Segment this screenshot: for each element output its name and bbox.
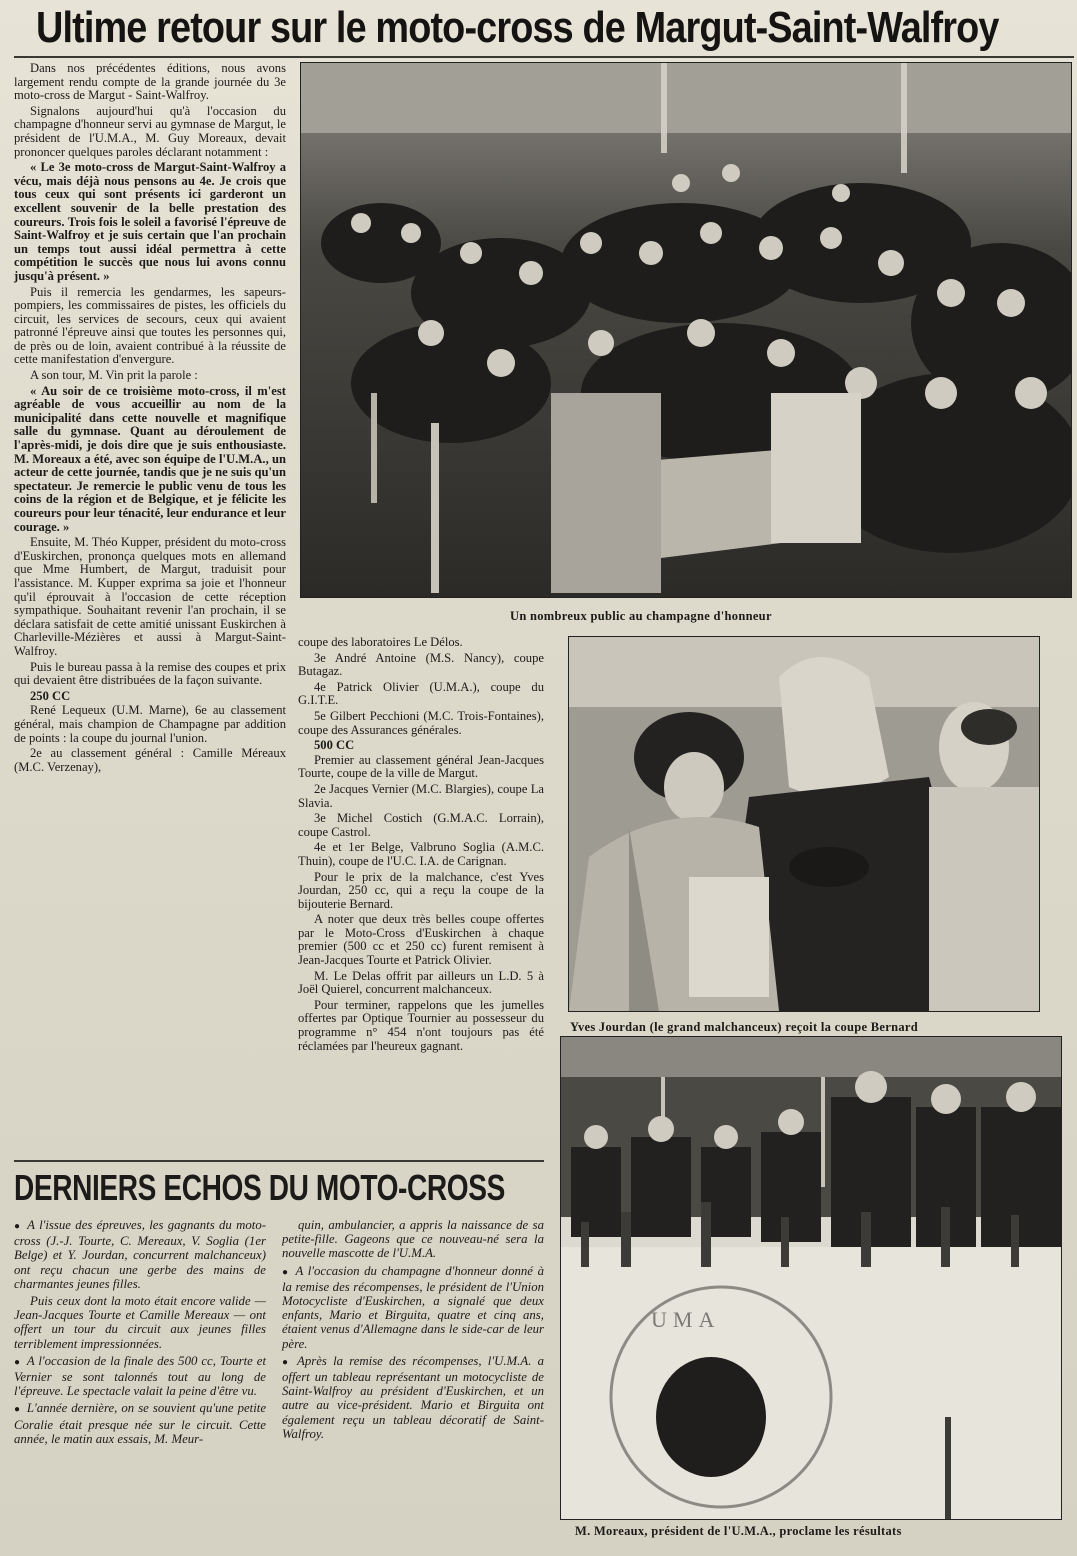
article-paragraph: Pour le prix de la malchance, c'est Yves Jourdan, 250 cc, qui a reçu la coupe de la bijouterie Bernard. (298, 869, 544, 911)
article-column-1 (14, 62, 286, 776)
echo-item: ● A l'occasion du champagne d'honneur donné à la remise des récompenses, le président de l'Union Motocycliste d'Euskirchen, a signalé que deux enfants, Mario et Birguita, quatre et cinq ans, étaient venus d'Allemagne dans le side-car de leur père. (282, 1263, 545, 1351)
article-paragraph: M. Le Delas offrit par ailleurs un L.D. 5 à Joël Quierel, concurrent malchanceux. (298, 968, 544, 997)
article-paragraph: 3e Michel Costich (G.M.A.C. Lorrain), coupe Castrol. (298, 811, 544, 839)
article-paragraph: coupe des laboratoires Le Délos. (298, 635, 463, 649)
echos-title: DERNIERS ECHOS DU MOTO-CROSS (14, 1167, 505, 1208)
article-quote: « Le 3e moto-cross de Margut-Saint-Walfroy a vécu, mais déjà nous pensons au 4e. Je crois que tous ceux qui sont présents ici garderont un excellent souvenir de la belle prestation des coureurs. Trois fois le soleil a favorisé l'épreuve de Saint-Walfroy et je suis certain que l'an prochain un temps tout aussi idéal permettra à cette compétition le succès que nous lui avons connu jusqu'à présent. » (14, 160, 286, 283)
article-paragraph: Pour terminer, rappelons que les jumelles offertes par Optique Tournier au possesseur du programme n° 454 n'ont toujours pas été réclamées par l'heureux gagnant. (298, 997, 544, 1053)
article-paragraph: 5e Gilbert Pecchioni (M.C. Trois-Fontaines), coupe des Assurances générales. (298, 708, 544, 737)
banner-uma-text: UMA (651, 1307, 721, 1332)
article-paragraph: 2e Jacques Vernier (M.C. Blargies), coupe La Slavia. (298, 781, 544, 810)
article-paragraph: 4e et 1er Belge, Valbruno Soglia (A.M.C. Thuin), coupe de l'U.C. I.A. de Carignan. (298, 840, 544, 868)
headline-rule (14, 56, 1074, 58)
echo-item: ● Après la remise des récompenses, l'U.M.A. a offert un tableau représentant un motocycliste de Saint-Walfroy au président d'Euskirchen, et un autre au vice-président. Mario et Birguita ont également reçu un tableau décoratif de Saint-Walfroy. (282, 1353, 544, 1441)
photo-crowd (300, 62, 1072, 598)
echo-item: ● A l'issue des épreuves, les gagnants du moto-cross (J.-J. Tourte, C. Mereaux, V. Soglia (1er Belge) et Y. Jourdan, concurrent malchanceux) ont reçu chacun une gerbe des mains de charmantes jeunes filles. (14, 1218, 266, 1291)
photo-crowd-caption: Un nombreux public au champagne d'honneur (510, 609, 772, 623)
article-paragraph: A son tour, M. Vin prit la parole : (30, 368, 198, 383)
photo-results-ceremony (560, 1036, 1062, 1520)
echos-column-1 (14, 1218, 266, 1449)
article-paragraph: Signalons aujourd'hui qu'à l'occasion du champagne d'honneur servi au gymnase de Margut, le président de l'U.M.A., M. Guy Moreaux, devait prononcer quelques paroles déclarant notamment : (14, 103, 286, 159)
bullet-icon: ● (282, 1266, 290, 1278)
echos-column-2 (282, 1218, 544, 1444)
photo-trophy-award (568, 636, 1040, 1012)
article-paragraph: 4e Patrick Olivier (U.M.A.), coupe du G.I.T.E. (298, 679, 544, 708)
echo-item: ● A l'occasion de la finale des 500 cc, Tourte et Vernier se sont talonnés tout au long de l'épreuve. Le spectacle valait la peine d'être vu. (14, 1353, 266, 1399)
bullet-icon: ● (14, 1221, 22, 1232)
article-column-2 (298, 636, 544, 1055)
headline: Ultime retour sur le moto-cross de Margut-Saint-Walfroy (36, 3, 999, 52)
article-paragraph: Ensuite, M. Théo Kupper, président du moto-cross d'Euskirchen, prononça quelques mots en allemand que Mme Humbert, de Margut, traduisit pour l'assistance. M. Kupper exprima sa joie et l'honneur qu'il éprouvait à l'occasion de cette réception sympathique. Souhaitant revenir l'an prochain, il se déclara satisfait de cette amitié unissant Euskirchen à Charleville-Mézières et aussi à Margut-Saint-Walfroy. (14, 535, 286, 658)
photo-trophy-award-caption: Yves Jourdan (le grand malchanceux) reçoit la coupe Bernard (570, 1020, 919, 1034)
article-quote: « Au soir de ce troisième moto-cross, il m'est agréable de vous accueillir au nom de la municipalité dans cette nouvelle et magnifique salle du gymnase. Quant au déroulement de l'après-midi, je dois dire que je suis enthousiaste. M. Moreaux a été, avec son équipe de l'U.M.A., un acteur de cette journée, tandis que je ne suis qu'un spectateur. Je remercie le public venu de tous les coins de la région et de Belgique, et je félicite les coureurs pour leur ténacité, leur endurance et leur courage. » (14, 383, 286, 534)
article-paragraph: A noter que deux très belles coupe offertes par le Moto-Cross d'Euskirchen à chaque premier (500 cc et 250 cc) furent remisent à Jean-Jacques Tourte et Patrick Olivier. (298, 912, 544, 968)
bullet-icon: ● (282, 1356, 292, 1368)
article-paragraph: 2e au classement général : Camille Méreaux (M.C. Verzenay), (14, 746, 286, 774)
article-paragraph: Puis le bureau passa à la remise des coupes et prix qui devaient être distribuées de la façon suivante. (14, 659, 286, 688)
photo-results-ceremony-caption: M. Moreaux, président de l'U.M.A., proclame les résultats (575, 1524, 902, 1538)
echos-top-rule (14, 1160, 544, 1162)
echo-item: ● L'année dernière, on se souvient qu'une petite Coralie était presque née sur le circuit. Cette année, le matin aux essais, M. Meur- (14, 1401, 266, 1446)
category-heading: 250 CC (30, 688, 71, 703)
article-paragraph: 3e André Antoine (M.S. Nancy), coupe Butagaz. (298, 650, 544, 679)
article-paragraph: Dans nos précédentes éditions, nous avons largement rendu compte de la grande journée du 3e moto-cross de Margut - Saint-Walfroy. (14, 61, 286, 103)
article-paragraph: Premier au classement général Jean-Jacques Tourte, coupe de la ville de Margut. (298, 752, 544, 781)
article-paragraph: René Lequeux (U.M. Marne), 6e au classement général, mais champion de Champagne par addition de points : la coupe du journal l'union. (14, 703, 286, 745)
echo-item: quin, ambulancier, a appris la naissance de sa petite-fille. Gageons que ce nouveau-né sera la nouvelle mascotte de l'U.M.A. (282, 1218, 544, 1261)
category-heading: 500 CC (314, 738, 355, 753)
article-paragraph: Puis il remercia les gendarmes, les sapeurs-pompiers, les commissaires de pistes, les officiels du circuit, les services de secours, ceux qui avaient patronné l'épreuve ainsi que toutes les personnes qui, de près ou de loin, avaient contribué à la réussite de cette manifestation d'envergure. (14, 284, 286, 367)
bullet-icon: ● (14, 1356, 21, 1368)
echo-item: Puis ceux dont la moto était encore valide — Jean-Jacques Tourte et Camille Mereaux — ont offert un tour du circuit aux jeunes filles terriblement impressionnées. (14, 1294, 266, 1351)
bullet-icon: ● (14, 1404, 21, 1416)
